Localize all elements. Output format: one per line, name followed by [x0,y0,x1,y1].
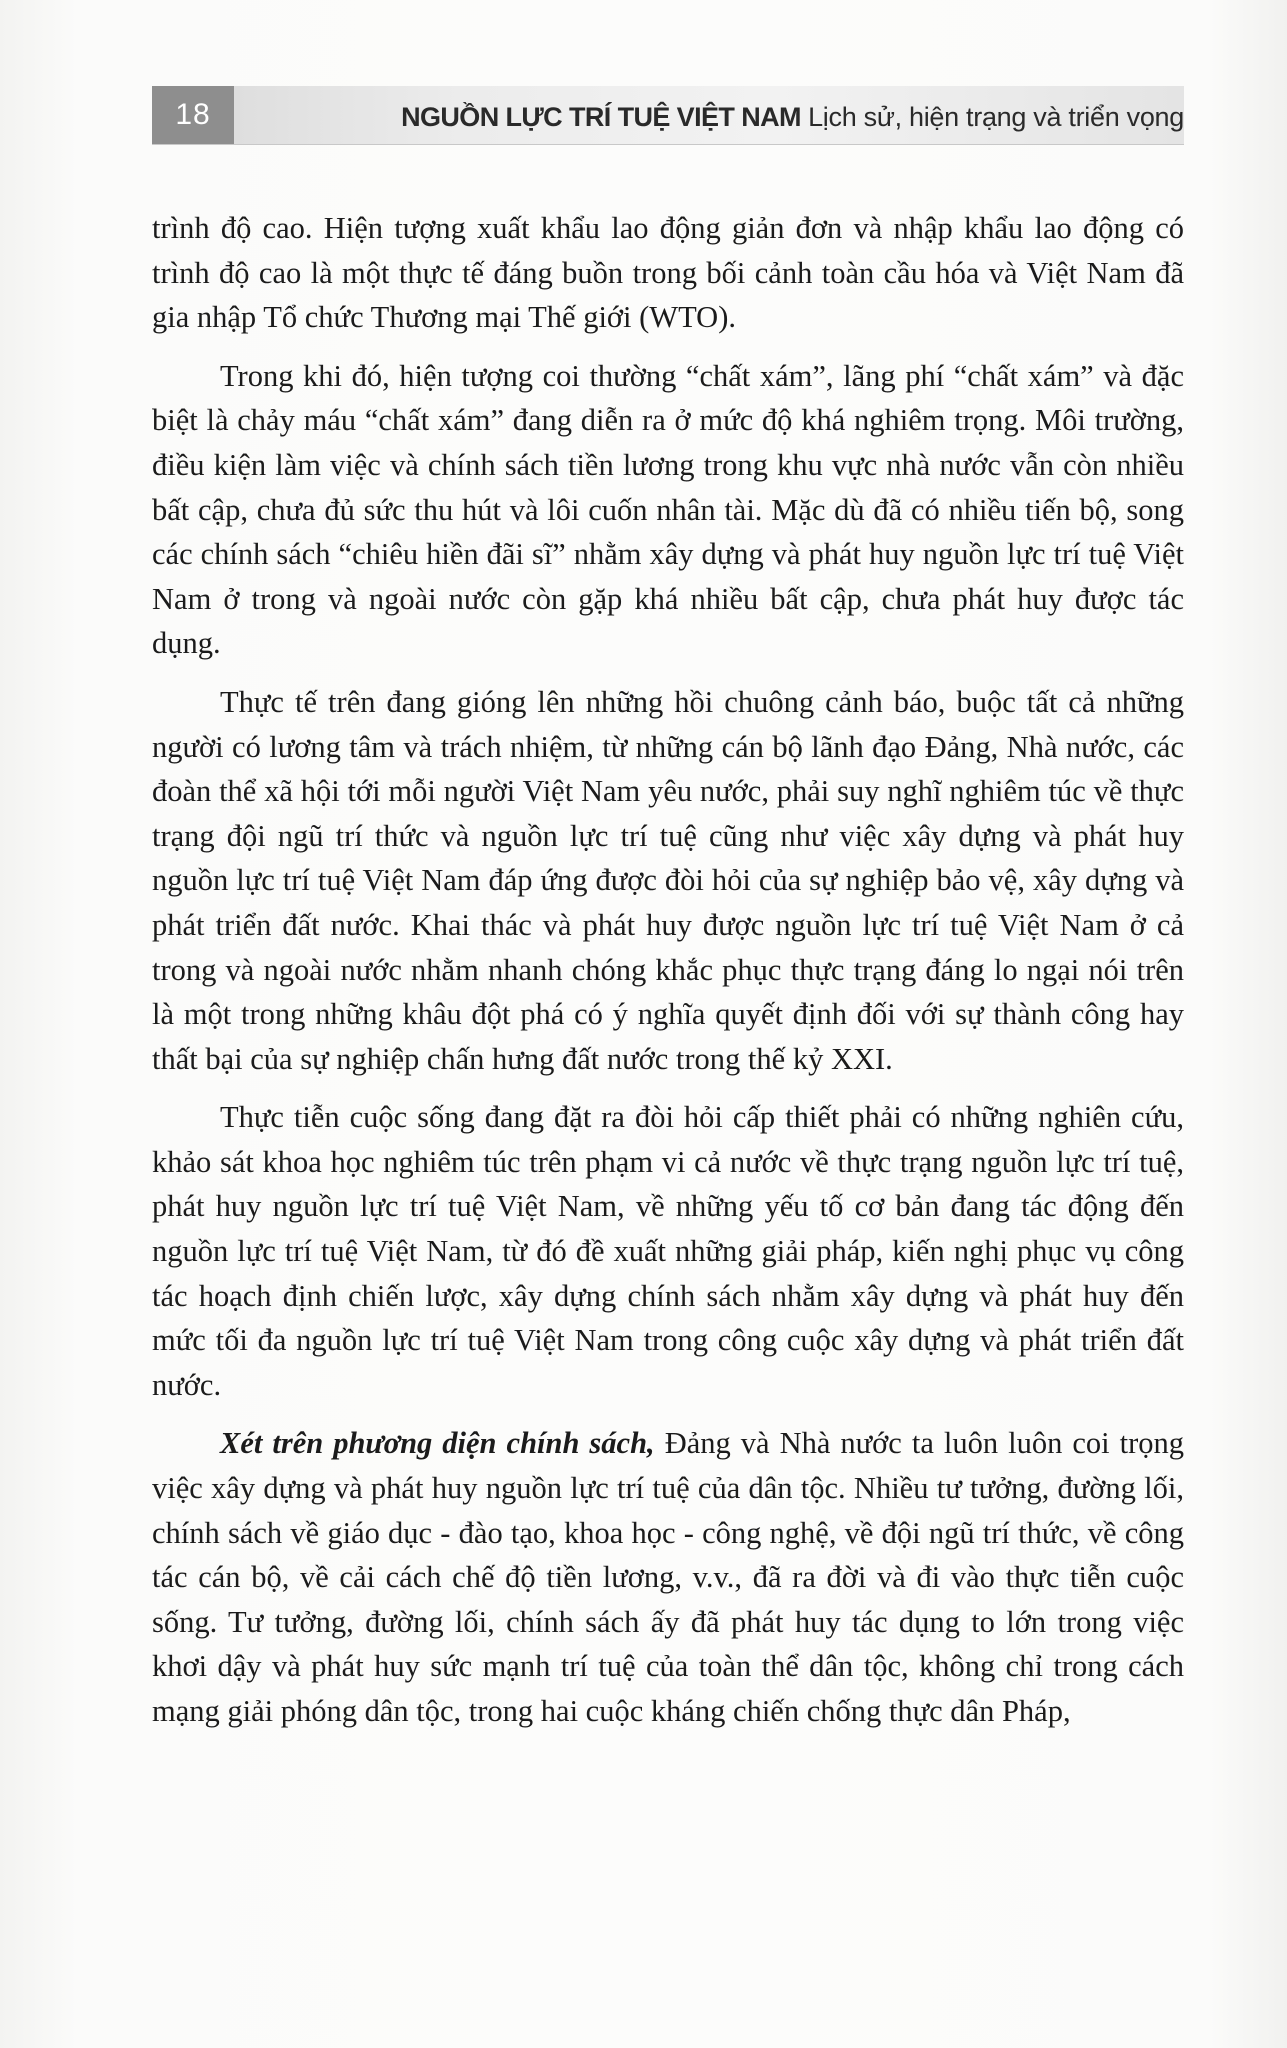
book-title: NGUỒN LỰC TRÍ TUỆ VIỆT NAM [401,102,801,132]
paragraph-1: trình độ cao. Hiện tượng xuất khẩu lao động giản đơn và nhập khẩu lao động có trình độ cao là một thực tế đáng buồn trong bối cảnh toàn cầu hóa và Việt Nam đã gia nhập Tổ chức Thương mại Thế giới (WTO). [152,211,1184,335]
paragraph-5 [152,1421,1184,1733]
paragraph-5-text: Đảng và Nhà nước ta luôn luôn coi trọng việc xây dựng và phát huy nguồn lực trí tuệ của dân tộc. Nhiều tư tưởng, đường lối, chính sách về giáo dục - đào tạo, khoa học - công nghệ, về đội ngũ trí thức, về công tác cán bộ, về cải cách chế độ tiền lương, v.v., đã ra đời và đi vào thực tiễn cuộc sống. Tư tưởng, đường lối, chính sách ấy đã phát huy tác dụng to lớn trong việc khơi dậy và phát huy sức mạnh trí tuệ của toàn thể dân tộc, không chỉ trong cách mạng giải phóng dân tộc, trong hai cuộc kháng chiến chống thực dân Pháp, [152,1426,1184,1728]
running-title [401,86,1184,144]
body-text [152,206,1184,1748]
paragraph-5-lead: Xét trên phương diện chính sách, [220,1426,655,1461]
paragraph-2: Trong khi đó, hiện tượng coi thường “chất xám”, lãng phí “chất xám” và đặc biệt là chảy máu “chất xám” đang diễn ra ở mức độ khá nghiêm trọng. Môi trường, điều kiện làm việc và chính sách tiền lương trong khu vực nhà nước vẫn còn nhiều bất cập, chưa đủ sức thu hút và lôi cuốn nhân tài. Mặc dù đã có nhiều tiến bộ, song các chính sách “chiêu hiền đãi sĩ” nhằm xây dựng và phát huy nguồn lực trí tuệ Việt Nam ở trong và ngoài nước còn gặp khá nhiều bất cập, chưa phát huy được tác dụng. [152,358,1184,661]
page-number: 18 [152,86,234,144]
paragraph-3: Thực tế trên đang gióng lên những hồi chuông cảnh báo, buộc tất cả những người có lương tâm và trách nhiệm, từ những cán bộ lãnh đạo Đảng, Nhà nước, các đoàn thể xã hội tới mỗi người Việt Nam yêu nước, phải suy nghĩ nghiêm túc về thực trạng đội ngũ trí thức và nguồn lực trí tuệ cũng như việc xây dựng và phát huy nguồn lực trí tuệ Việt Nam đáp ứng được đòi hỏi của sự nghiệp bảo vệ, xây dựng và phát triển đất nước. Khai thác và phát huy được nguồn lực trí tuệ Việt Nam ở cả trong và ngoài nước nhằm nhanh chóng khắc phục thực trạng đáng lo ngại nói trên là một trong những khâu đột phá có ý nghĩa quyết định đối với sự thành công hay thất bại của sự nghiệp chấn hưng đất nước trong thế kỷ XXI. [152,684,1184,1076]
paragraph-4: Thực tiễn cuộc sống đang đặt ra đòi hỏi cấp thiết phải có những nghiên cứu, khảo sát khoa học nghiêm túc trên phạm vi cả nước về thực trạng nguồn lực trí tuệ, phát huy nguồn lực trí tuệ Việt Nam, về những yếu tố cơ bản đang tác động đến nguồn lực trí tuệ Việt Nam, từ đó đề xuất những giải pháp, kiến nghị phục vụ công tác hoạch định chiến lược, xây dựng chính sách nhằm xây dựng và phát huy đến mức tối đa nguồn lực trí tuệ Việt Nam trong công cuộc xây dựng và phát triển đất nước. [152,1100,1184,1402]
running-header [152,86,1184,145]
book-subtitle: Lịch sử, hiện trạng và triển vọng [808,102,1184,132]
